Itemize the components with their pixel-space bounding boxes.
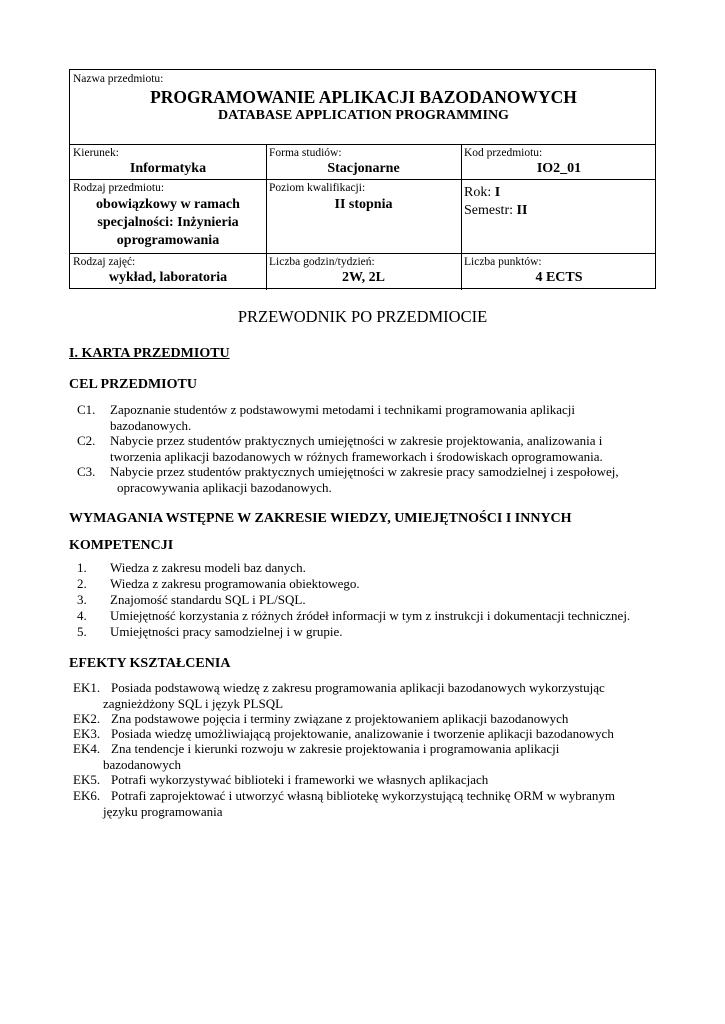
course-name-label: Nazwa przedmiotu: [73, 73, 164, 85]
kod-cell [461, 144, 657, 179]
item-number: 3. [77, 592, 87, 607]
item-code: EK4. [73, 741, 101, 756]
item-text: Nabycie przez studentów praktycznych umiejętności w zakresie pracy samodzielnej i zespołowej, [110, 464, 619, 479]
item-code: EK1. [73, 680, 101, 695]
rok-label: Rok: [464, 185, 495, 200]
item-text: Zna tendencje i kierunki rozwoju w zakresie projektowania i programowania aplikacji [111, 741, 560, 756]
item-text: Umiejętności pracy samodzielnej i w grupie. [110, 624, 343, 639]
kierunek-cell [70, 144, 266, 179]
item-text-cont: tworzenia aplikacji bazodanowych w różnych frameworkach i środowiskach oprogramowania. [110, 448, 603, 464]
item-text: Posiada wiedzę umożliwiającą projektowanie, analizowanie i tworzenie aplikacji bazodanowych [111, 726, 614, 741]
poziom-cell [266, 179, 461, 253]
item-text-cont: języku programowania [103, 803, 223, 819]
semestr-label: Semestr: [464, 203, 517, 218]
zajec-cell [70, 253, 266, 290]
item-text: Zna podstawowe pojęcia i terminy związane z projektowaniem aplikacji bazodanowych [111, 711, 569, 726]
kierunek-value: Informatyka [129, 161, 207, 176]
course-title-pl: PROGRAMOWANIE APLIKACJI BAZODANOWYCH [150, 87, 577, 107]
godzin-cell [266, 253, 461, 290]
item-code: C3. [77, 464, 96, 479]
poziom-value: II stopnia [334, 197, 393, 212]
kod-value: IO2_01 [536, 161, 582, 176]
wymagania-heading-line1: WYMAGANIA WSTĘPNE W ZAKRESIE WIEDZY, UMIEJĘTNOŚCI I INNYCH [69, 511, 572, 526]
item-code: EK2. [73, 711, 101, 726]
rok-semestr-cell [461, 179, 657, 253]
cel-heading: CEL PRZEDMIOTU [69, 377, 197, 392]
efekty-heading: EFEKTY KSZTAŁCENIA [69, 656, 231, 671]
course-title-en: DATABASE APPLICATION PROGRAMMING [218, 108, 509, 123]
godzin-value: 2W, 2L [341, 270, 386, 285]
item-code: EK3. [73, 726, 101, 741]
forma-label: Forma studiów: [269, 147, 342, 159]
guide-title: PRZEWODNIK PO PRZEDMIOCIE [237, 307, 488, 326]
godzin-label: Liczba godzin/tydzień: [269, 256, 375, 268]
punktow-value: 4 ECTS [535, 270, 583, 285]
item-number: 5. [77, 624, 87, 639]
item-text: Potrafi wykorzystywać biblioteki i frameworki we własnych aplikacjach [111, 772, 489, 787]
item-code: EK6. [73, 788, 101, 803]
semestr-line [464, 202, 527, 220]
item-code: EK5. [73, 772, 101, 787]
zajec-value: wykład, laboratoria [108, 270, 228, 285]
kierunek-label: Kierunek: [73, 147, 119, 159]
rodzaj-label: Rodzaj przedmiotu: [73, 182, 165, 194]
item-code: C1. [77, 402, 96, 417]
rodzaj-cell [70, 179, 266, 253]
rodzaj-value-3: oprogramowania [116, 233, 220, 248]
rok-line [464, 184, 500, 202]
item-text: Wiedza z zakresu programowania obiektowego. [110, 576, 360, 591]
poziom-label: Poziom kwalifikacji: [269, 182, 366, 194]
item-text: Wiedza z zakresu modeli baz danych. [110, 560, 306, 575]
item-text: Umiejętność korzystania z różnych źródeł informacji w tym z instrukcji i dokumentacji technicznej. [110, 608, 631, 623]
item-text: Znajomość standardu SQL i PL/SQL. [110, 592, 306, 607]
item-text: Nabycie przez studentów praktycznych umiejętności w zakresie projektowania, analizowania i [110, 433, 603, 448]
rodzaj-value-2: specjalności: Inżynieria [97, 215, 239, 230]
item-number: 1. [77, 560, 87, 575]
forma-cell [266, 144, 461, 179]
punktow-cell [461, 253, 657, 290]
forma-value: Stacjonarne [327, 161, 400, 176]
course-info-table [69, 69, 656, 289]
item-text-cont: zagnieżdżony SQL i język PLSQL [103, 695, 284, 711]
section-title: I. KARTA PRZEDMIOTU [69, 346, 230, 361]
kod-label: Kod przedmiotu: [464, 147, 543, 159]
rodzaj-value-1: obowiązkowy w ramach [96, 197, 240, 212]
punktow-label: Liczba punktów: [464, 256, 542, 268]
item-text-cont: opracowywania aplikacji bazodanowych. [117, 479, 332, 495]
item-text: Posiada podstawową wiedzę z zakresu programowania aplikacji bazodanowych wykorzystując [111, 680, 605, 695]
item-text-cont: bazodanowych. [110, 417, 192, 433]
course-name-cell [70, 70, 657, 144]
item-text: Potrafi zaprojektować i utworzyć własną bibliotekę wykorzystującą technikę ORM w wybranym [111, 788, 615, 803]
item-number: 4. [77, 608, 87, 623]
item-text: Zapoznanie studentów z podstawowymi metodami i technikami programowania aplikacji [110, 402, 575, 417]
item-text-cont: bazodanowych [103, 756, 181, 772]
semestr-value: II [516, 203, 528, 218]
item-number: 2. [77, 576, 87, 591]
wymagania-heading-line2: KOMPETENCJI [69, 538, 174, 553]
rok-value: I [494, 185, 501, 200]
zajec-label: Rodzaj zajęć: [73, 256, 136, 268]
item-code: C2. [77, 433, 96, 448]
